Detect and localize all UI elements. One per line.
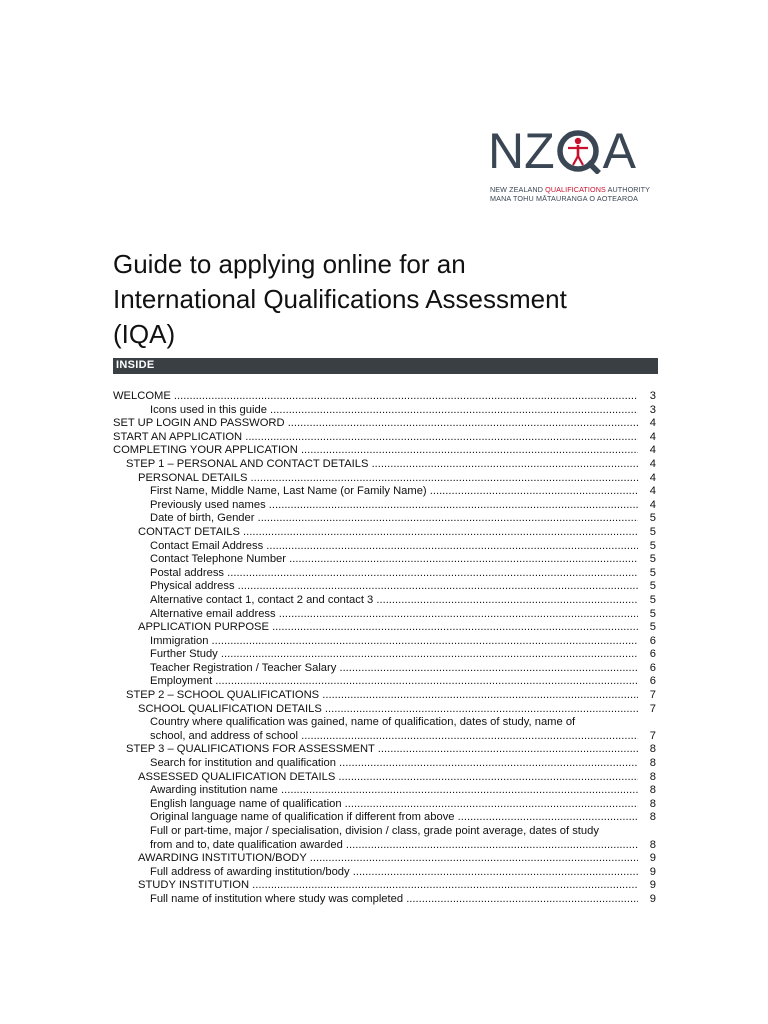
- toc-entry-title: SET UP LOGIN AND PASSWORD .....: [113, 417, 638, 431]
- toc-entry[interactable]: [113, 485, 656, 499]
- toc-entry-title: AWARDING INSTITUTION/BODY .....: [113, 852, 638, 866]
- toc-entry-page: 4: [649, 444, 656, 457]
- toc-entry[interactable]: [113, 404, 656, 418]
- toc-entry[interactable]: [113, 771, 656, 785]
- toc-entry-page: 7: [649, 689, 656, 702]
- toc-entry-page: 8: [649, 743, 656, 756]
- logo-q-figure-icon: [555, 128, 603, 174]
- toc-entry[interactable]: [113, 893, 656, 907]
- toc-entry[interactable]: [113, 703, 656, 717]
- toc-entry[interactable]: [113, 825, 656, 839]
- toc-entry[interactable]: [113, 444, 656, 458]
- toc-entry[interactable]: [113, 608, 656, 622]
- toc-entry-title: Employment .....: [113, 675, 638, 689]
- toc-entry[interactable]: [113, 621, 656, 635]
- toc-entry-page: 9: [649, 852, 656, 865]
- toc-entry-title: Immigration .....: [113, 635, 638, 649]
- toc-entry-page: 6: [649, 634, 656, 647]
- toc-entry-page: 7: [649, 702, 656, 715]
- toc-entry[interactable]: [113, 635, 656, 649]
- logo-letter-n: N: [488, 123, 525, 179]
- toc-entry[interactable]: [113, 594, 656, 608]
- toc-entry-title: Teacher Registration / Teacher Salary .....: [113, 662, 638, 676]
- title-line: International Qualifications Assessment: [113, 284, 567, 314]
- toc-entry-title: STEP 1 – PERSONAL AND CONTACT DETAILS .....: [113, 458, 638, 472]
- toc-entry-page: 5: [649, 607, 656, 620]
- toc-entry-page: 4: [649, 471, 656, 484]
- toc-entry[interactable]: [113, 852, 656, 866]
- toc-entry-page: 3: [649, 390, 656, 402]
- toc-entry[interactable]: [113, 499, 656, 513]
- toc-entry-title: SCHOOL QUALIFICATION DETAILS .....: [113, 703, 638, 717]
- toc-entry[interactable]: [113, 675, 656, 689]
- title-line: (IQA): [113, 319, 176, 349]
- toc-entry-title: Icons used in this guide .....: [113, 404, 638, 418]
- toc-entry-page: 6: [649, 648, 656, 661]
- toc-entry-page: 5: [649, 593, 656, 606]
- toc-entry-title: Alternative email address .....: [113, 608, 638, 622]
- toc-entry-title: Country where qualification was gained, name of qualification, dates of study, name of: [150, 716, 576, 729]
- toc-entry-title: Physical address .....: [113, 580, 638, 594]
- logo-letter-a: A: [602, 123, 637, 179]
- toc-entry-page: 5: [649, 539, 656, 552]
- toc-entry[interactable]: [113, 811, 656, 825]
- toc-entry[interactable]: [113, 567, 656, 581]
- toc-entry[interactable]: [113, 689, 656, 703]
- logo-letter-z: Z: [524, 123, 555, 179]
- toc-entry-title: Search for institution and qualification .....: [113, 757, 638, 771]
- toc-entry[interactable]: [113, 553, 656, 567]
- toc-entry-title: Full name of institution where study was completed .....: [113, 893, 638, 907]
- toc-entry-page: 5: [649, 566, 656, 579]
- nzqa-logo: [488, 123, 663, 206]
- toc-entry[interactable]: [113, 866, 656, 880]
- document-title: [113, 247, 673, 352]
- toc-entry-page: 4: [649, 498, 656, 511]
- toc-entry-title: APPLICATION PURPOSE .....: [113, 621, 638, 635]
- toc-entry[interactable]: [113, 526, 656, 540]
- toc-entry[interactable]: [113, 431, 656, 445]
- toc-entry[interactable]: [113, 458, 656, 472]
- toc-entry-page: 9: [649, 892, 656, 905]
- toc-entry-title: PERSONAL DETAILS .....: [113, 472, 638, 486]
- toc-entry[interactable]: [113, 580, 656, 594]
- toc-entry-page: 6: [649, 661, 656, 674]
- toc-entry-title: school, and address of school .....: [113, 730, 638, 744]
- toc-entry-title: Postal address .....: [113, 567, 638, 581]
- section-header-bar: [113, 358, 658, 374]
- toc-entry-page: 6: [649, 675, 656, 688]
- toc-entry-title: Previously used names .....: [113, 499, 638, 513]
- toc-entry[interactable]: [113, 757, 656, 771]
- toc-entry[interactable]: [113, 879, 656, 893]
- toc-entry-title: English language name of qualification .....: [113, 798, 638, 812]
- toc-entry-title: CONTACT DETAILS .....: [113, 526, 638, 540]
- toc-entry-page: 4: [649, 485, 656, 498]
- toc-entry-page: 4: [649, 457, 656, 470]
- toc-entry-page: 8: [649, 757, 656, 770]
- toc-entry-title: from and to, date qualification awarded .....: [113, 839, 638, 853]
- toc-entry[interactable]: [113, 417, 656, 431]
- toc-entry[interactable]: [113, 540, 656, 554]
- toc-entry[interactable]: [113, 784, 656, 798]
- logo-tagline-1-post: AUTHORITY: [605, 185, 651, 194]
- toc-entry-title: Further Study .....: [113, 648, 638, 662]
- toc-entry-page: 5: [649, 553, 656, 566]
- toc-entry-title: Full or part-time, major / specialisation, division / class, grade point average, dates of study: [150, 825, 599, 837]
- title-line: Guide to applying online for an: [113, 249, 466, 279]
- toc-entry-page: 5: [649, 621, 656, 634]
- toc-entry-page: 5: [649, 512, 656, 525]
- toc-entry[interactable]: [113, 662, 656, 676]
- logo-tagline-1-pre: NEW ZEALAND: [490, 185, 546, 194]
- toc-entry[interactable]: [113, 743, 656, 757]
- toc-entry-page: 8: [649, 784, 656, 797]
- toc-entry-title: Contact Email Address .....: [113, 540, 638, 554]
- toc-entry-title: Contact Telephone Number .....: [113, 553, 638, 567]
- toc-entry-title: Full address of awarding institution/body .....: [113, 866, 638, 880]
- toc-entry-page: 4: [649, 430, 656, 443]
- toc-entry-page: 9: [649, 879, 656, 892]
- toc-entry-page: 8: [649, 797, 656, 810]
- toc-entry-page: 7: [649, 729, 656, 742]
- toc-entry-page: 5: [649, 580, 656, 593]
- toc-entry-title: START AN APPLICATION .....: [113, 431, 638, 445]
- toc-entry[interactable]: [113, 390, 656, 404]
- toc-entry-page: 4: [649, 417, 656, 430]
- toc-entry-title: STEP 2 – SCHOOL QUALIFICATIONS .....: [113, 689, 638, 703]
- logo-tagline-english: [490, 185, 650, 194]
- logo-tagline-maori: MANA TOHU MĀTAURANGA O AOTEAROA: [490, 194, 639, 203]
- toc-entry-title: STUDY INSTITUTION .....: [113, 879, 638, 893]
- toc-entry-title: COMPLETING YOUR APPLICATION .....: [113, 444, 638, 458]
- toc-entry-title: Original language name of qualification if different from above .....: [113, 811, 638, 825]
- logo-tagline-1-accent: QUALIFICATIONS: [545, 185, 606, 194]
- toc-entry[interactable]: [113, 648, 656, 662]
- toc-entry-title: Date of birth, Gender .....: [113, 512, 638, 526]
- toc-entry[interactable]: [113, 730, 656, 744]
- toc-entry[interactable]: [113, 472, 656, 486]
- section-header-label: INSIDE: [116, 359, 155, 371]
- toc-entry-page: 5: [649, 525, 656, 538]
- toc-entry-title: Awarding institution name .....: [113, 784, 638, 798]
- toc-entry[interactable]: [113, 512, 656, 526]
- table-of-contents: [113, 390, 656, 907]
- toc-entry-title: Alternative contact 1, contact 2 and contact 3 .....: [113, 594, 638, 608]
- toc-entry[interactable]: [113, 839, 656, 853]
- toc-entry-title: STEP 3 – QUALIFICATIONS FOR ASSESSMENT .....: [113, 743, 638, 757]
- toc-entry-title: WELCOME .....: [113, 390, 638, 404]
- toc-entry-page: 8: [649, 838, 656, 851]
- toc-entry-page: 8: [649, 811, 656, 824]
- toc-entry[interactable]: [113, 798, 656, 812]
- toc-entry-page: 9: [649, 865, 656, 878]
- toc-entry[interactable]: [113, 716, 656, 730]
- toc-entry-page: 3: [649, 403, 656, 416]
- toc-entry-page: 8: [649, 770, 656, 783]
- toc-entry-title: ASSESSED QUALIFICATION DETAILS .....: [113, 771, 638, 785]
- logo-wordmark: [488, 123, 637, 179]
- toc-entry-title: First Name, Middle Name, Last Name (or Family Name) .....: [113, 485, 638, 499]
